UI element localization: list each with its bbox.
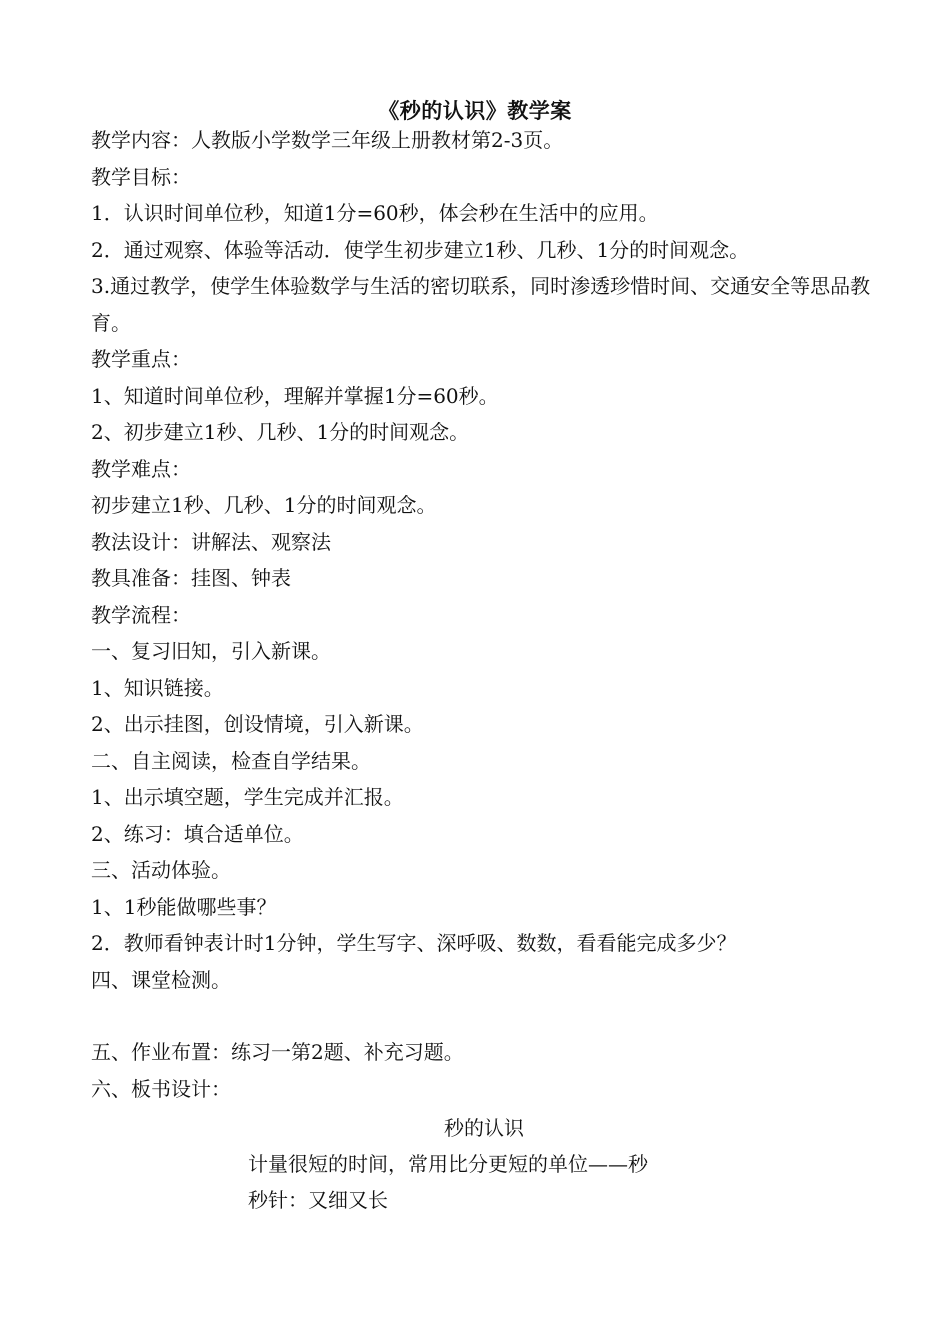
goal-item-1: 1．认识时间单位秒，知道1分=60秒，体会秒在生活中的应用。 bbox=[91, 201, 659, 225]
key-point-2: 2、初步建立1秒、几秒、1分的时间观念。 bbox=[91, 420, 470, 444]
teaching-aids-line: 教具准备：挂图、钟表 bbox=[91, 566, 291, 590]
section-1-item-1: 1、知识链接。 bbox=[91, 675, 224, 700]
document-body bbox=[91, 122, 881, 1107]
document-title: 《秒的认识》教学案 bbox=[378, 98, 572, 123]
key-points-heading: 教学重点： bbox=[91, 347, 191, 371]
section-3-heading: 三、活动体验。 bbox=[91, 858, 231, 882]
difficulty-heading: 教学难点： bbox=[91, 456, 191, 481]
board-line-definition: 计量很短的时间，常用比分更短的单位——秒 bbox=[248, 1152, 648, 1176]
goal-item-3: 3.通过教学，使学生体验数学与生活的密切联系，同时渗透珍惜时间、交通安全等思品教育。 bbox=[91, 274, 871, 335]
key-point-1: 1、知道时间单位秒，理解并掌握1分=60秒。 bbox=[91, 383, 499, 408]
section-2-item-1: 1、出示填空题，学生完成并汇报。 bbox=[91, 785, 404, 809]
section-3-item-2: 2．教师看钟表计时1分钟，学生写字、深呼吸、数数，看看能完成多少？ bbox=[91, 931, 737, 955]
teaching-method-line: 教法设计：讲解法、观察法 bbox=[91, 529, 331, 554]
board-design bbox=[0, 1110, 950, 1218]
section-6-board-heading: 六、板书设计： bbox=[91, 1076, 231, 1101]
section-4-heading: 四、课堂检测。 bbox=[91, 967, 231, 992]
board-line-second-hand: 秒针：又细又长 bbox=[248, 1188, 388, 1212]
section-1-heading: 一、复习旧知，引入新课。 bbox=[91, 639, 331, 663]
section-1-item-2: 2、出示挂图，创设情境，引入新课。 bbox=[91, 712, 424, 736]
section-2-heading: 二、自主阅读，检查自学结果。 bbox=[91, 748, 371, 773]
teaching-content-line: 教学内容：人教版小学数学三年级上册教材第2-3页。 bbox=[91, 128, 564, 152]
difficulty-item: 初步建立1秒、几秒、1分的时间观念。 bbox=[91, 493, 437, 517]
goal-item-2: 2．通过观察、体验等活动．使学生初步建立1秒、几秒、1分的时间观念。 bbox=[91, 237, 750, 262]
teaching-goals-heading: 教学目标： bbox=[91, 164, 191, 189]
section-5-homework: 五、作业布置：练习一第2题、补充习题。 bbox=[91, 1040, 464, 1064]
section-2-item-2: 2、练习：填合适单位。 bbox=[91, 821, 304, 846]
blank-line bbox=[91, 998, 881, 1034]
board-title: 秒的认识 bbox=[444, 1116, 524, 1140]
teaching-flow-heading: 教学流程： bbox=[91, 602, 191, 627]
section-3-item-1: 1、1秒能做哪些事？ bbox=[91, 894, 277, 919]
